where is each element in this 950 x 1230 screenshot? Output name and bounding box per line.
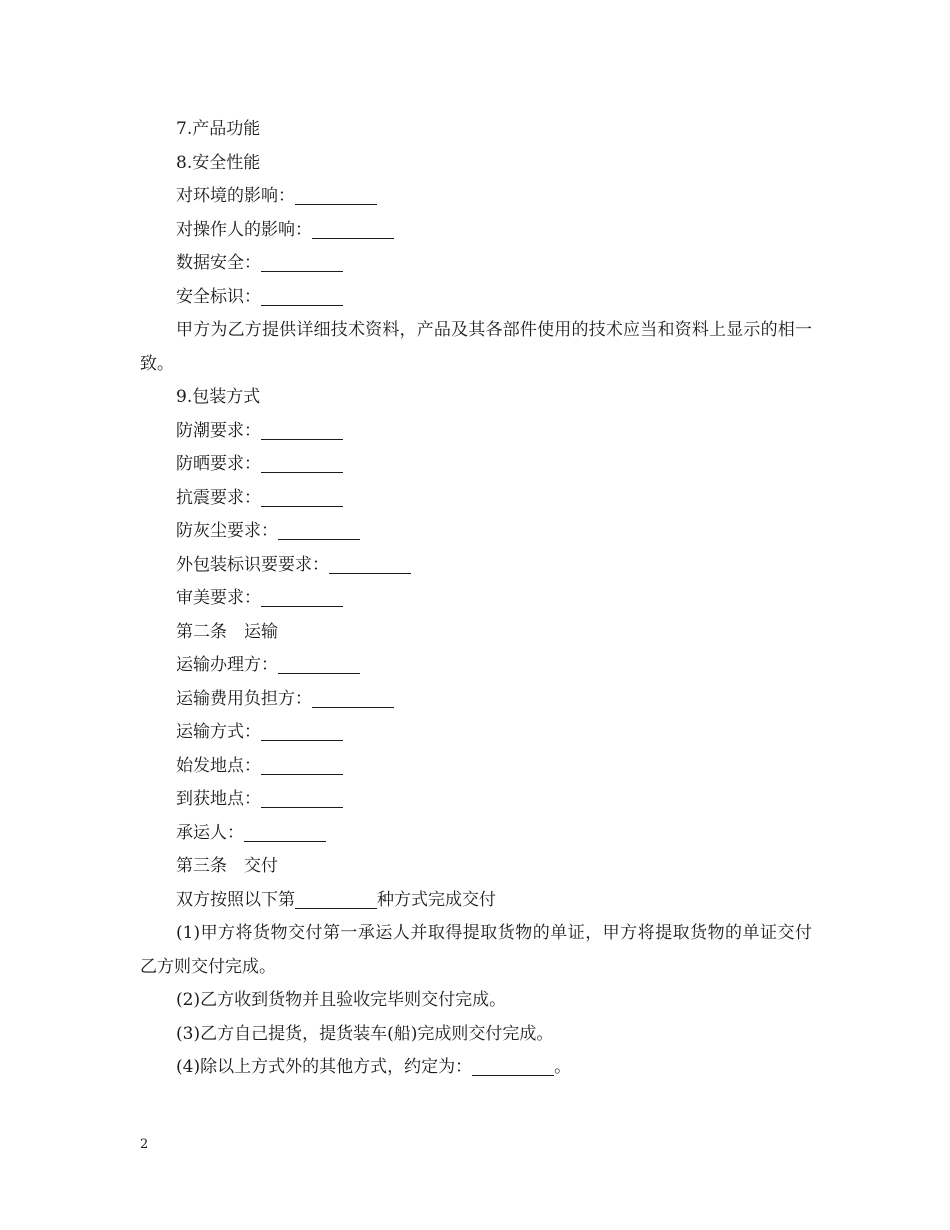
delivery-option-3: (3)乙方自己提货，提货装车(船)完成则交付完成。 [176, 1023, 554, 1044]
field-label: 运输费用负担方： [176, 688, 312, 709]
delivery-option-2: (2)乙方收到货物并且验收完毕则交付完成。 [176, 990, 507, 1010]
field-label: 防晒要求： [176, 454, 261, 474]
fill-in-blank[interactable] [312, 219, 394, 239]
fill-in-blank[interactable] [261, 587, 343, 607]
section-heading-product-function: 7.产品功能 [176, 119, 261, 139]
field-label: 始发地点： [176, 755, 261, 776]
fill-in-blank[interactable] [261, 286, 343, 306]
fill-in-blank[interactable] [261, 487, 343, 507]
field-label: 审美要求： [176, 588, 261, 608]
fill-in-blank[interactable] [261, 453, 343, 473]
section-heading-safety-performance: 8.安全性能 [176, 152, 261, 173]
field-carrier [140, 817, 812, 851]
field-label: 防灰尘要求： [176, 521, 278, 541]
field-label: 承运人： [176, 822, 244, 843]
fill-in-blank[interactable] [295, 889, 377, 909]
fill-in-blank[interactable] [261, 721, 343, 741]
delivery-method-selection: 双方按照以下第 种方式完成交付 [176, 889, 496, 910]
fill-in-blank[interactable] [261, 788, 343, 808]
field-data-security [140, 247, 812, 281]
document-body [140, 113, 812, 1085]
page-number: 2 [140, 1137, 149, 1152]
fill-in-blank[interactable] [261, 420, 343, 440]
field-shock-requirement [140, 482, 812, 516]
field-aesthetic-requirement [140, 582, 812, 616]
field-transport-handler [140, 649, 812, 683]
field-origin-location [140, 750, 812, 784]
paragraph-technical-docs: 甲方为乙方提供详细技术资料，产品及其各部件使用的技术应当和资料上显示的相一致。 [140, 320, 812, 374]
article-heading-delivery: 第三条 交付 [176, 856, 278, 876]
field-label: 对环境的影响： [176, 186, 295, 206]
field-destination-location [140, 783, 812, 817]
fill-in-blank[interactable] [261, 755, 343, 775]
field-label: 数据安全： [176, 253, 261, 273]
field-label: 安全标识： [176, 286, 261, 307]
fill-in-blank[interactable] [295, 185, 377, 205]
field-transport-cost-bearer [140, 683, 812, 717]
field-label: 对操作人的影响： [176, 219, 312, 240]
delivery-option-1: (1)甲方将货物交付第一承运人并取得提取货物的单证，甲方将提取货物的单证交付乙方则交付完成。 [140, 923, 812, 977]
fill-in-blank[interactable] [278, 520, 360, 540]
section-heading-packaging: 9.包装方式 [176, 387, 261, 407]
fill-in-blank[interactable] [244, 822, 326, 842]
field-moisture-requirement [140, 415, 812, 449]
fill-in-blank[interactable] [312, 688, 394, 708]
fill-in-blank[interactable] [278, 654, 360, 674]
field-outer-label-requirement [140, 549, 812, 583]
delivery-option-4: (4)除以上方式外的其他方式，约定为： 。 [176, 1057, 572, 1077]
field-label: 防潮要求： [176, 420, 261, 441]
field-safety-label [140, 281, 812, 315]
field-dust-requirement [140, 515, 812, 549]
field-label: 抗震要求： [176, 487, 261, 508]
fill-in-blank[interactable] [472, 1056, 554, 1076]
field-label: 外包装标识要要求： [176, 554, 329, 575]
field-transport-method [140, 716, 812, 750]
field-operator-impact [140, 214, 812, 248]
article-heading-transport: 第二条 运输 [176, 621, 278, 642]
field-sun-requirement [140, 448, 812, 482]
fill-in-blank[interactable] [329, 554, 411, 574]
field-environment-impact [140, 180, 812, 214]
field-label: 运输方式： [176, 722, 261, 742]
fill-in-blank[interactable] [261, 252, 343, 272]
field-label: 到获地点： [176, 789, 261, 809]
field-label: 运输办理方： [176, 655, 278, 675]
